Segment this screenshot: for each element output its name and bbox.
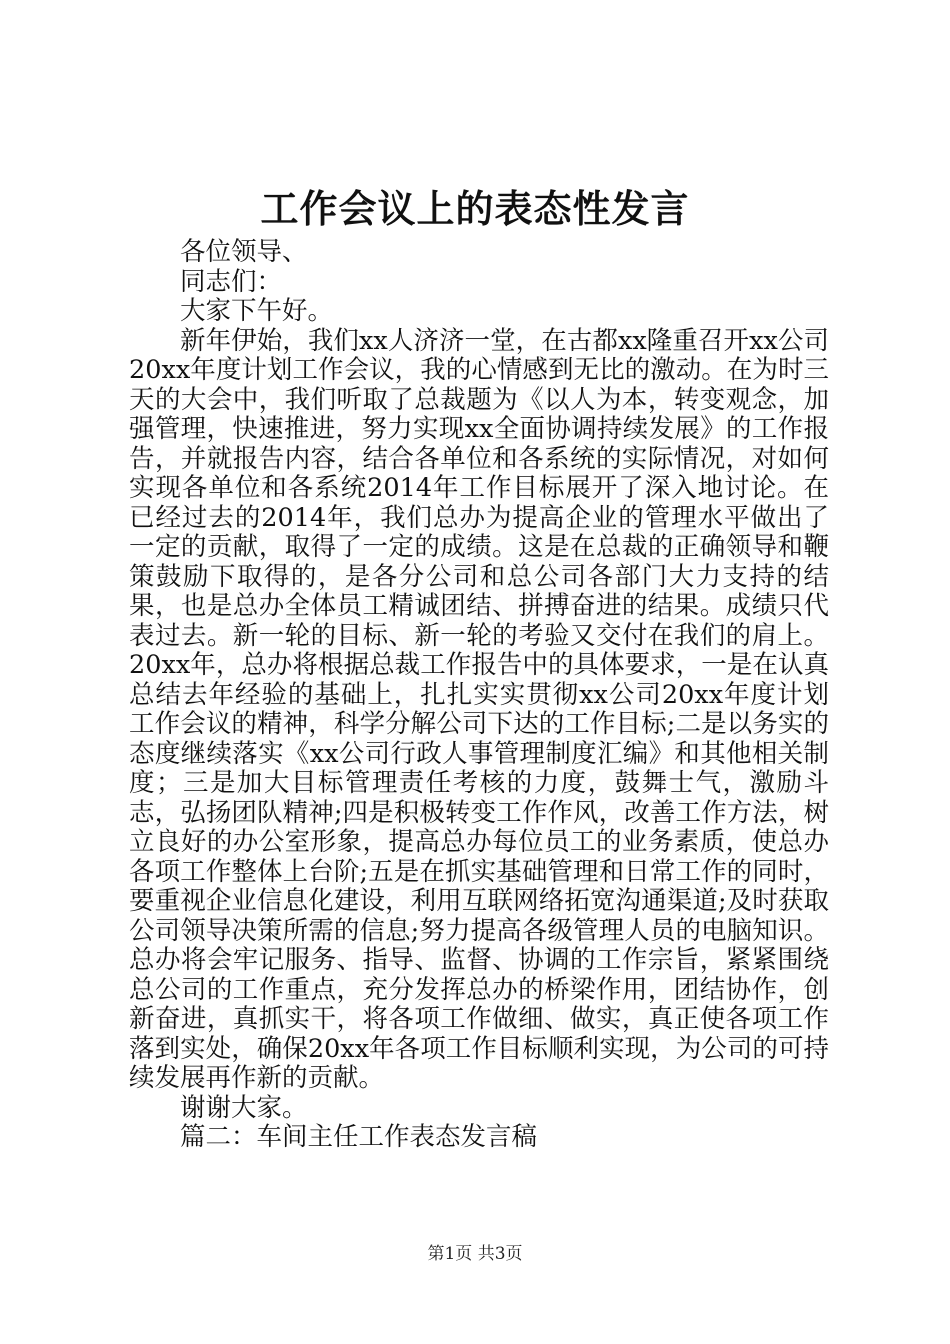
next-section-heading: 篇二：车间主任工作表态发言稿 (180, 1122, 538, 1152)
page-number: 第1页 共3页 (427, 1244, 523, 1264)
salutation-colleagues: 同志们： (180, 266, 283, 297)
document-title: 工作会议上的表态性发言 (260, 186, 690, 231)
salutation-leaders: 各位领导、 (180, 237, 308, 267)
main-paragraph: 新年伊始，我们xx人济济一堂，在古都xx隆重召开xx公司20xx年度计划工作会议，我的心情感到无比的激动。在为时三天的大会中，我们听取了总裁题为《以人为本，转变观念，加强管理，快速推进，努力实现xx全面协调持续发展》的工作报告，并就报告内容，结合各单位和各系统的实际情况，对如何实现各单位和各系统2014年工作目标展开了深入地讨论。在已经过去的2014年，我们总办为提高企业的管理水平做出了一定的贡献，取得了一定的成绩。这是在总裁的正确领导和鞭策鼓励下取得的，是各分公司和总公司各部门大力支持的结果，也是总办全体员工精诚团结、拼搏奋进的结果。成绩只代表过去。新一轮的目标、新一轮的考验又交付在我们的肩上。20xx年，总办将根据总裁工作报告中的具体要求，一是在认真总结去年经验的基础上，扎扎实实贯彻xx公司20xx年度计划工作会议的精神，科学分解公司下达的工作目标;二是以务实的态度继续落实《xx公司行政人事管理制度汇编》和其他相关制度；三是加大目标管理责任考核的力度，鼓舞士气，激励斗志，弘扬团队精神;四是积极转变工作作风，改善工作方法，树立良好的办公室形象，提高总办每位员工的业务素质，使总办各项工作整体上台阶;五是在抓实基础管理和日常工作的同时，要重视企业信息化建设，利用互联网络拓宽沟通渠道;及时获取公司领导决策所需的信息;努力提高各级管理人员的电脑知识。总办将会牢记服务、指导、监督、协调的工作宗旨，紧紧围绕总公司的工作重点，充分发挥总办的桥梁作用，团结协作，创新奋进，真抓实干，将各项工作做细、做实，真正使各项工作落到实处，确保20xx年各项工作目标顺利实现，为公司的可持续发展再作新的贡献。 (129, 325, 829, 1093)
greeting: 大家下午好。 (180, 296, 334, 326)
document-body (129, 238, 829, 1153)
closing-thanks: 谢谢大家。 (180, 1092, 308, 1123)
